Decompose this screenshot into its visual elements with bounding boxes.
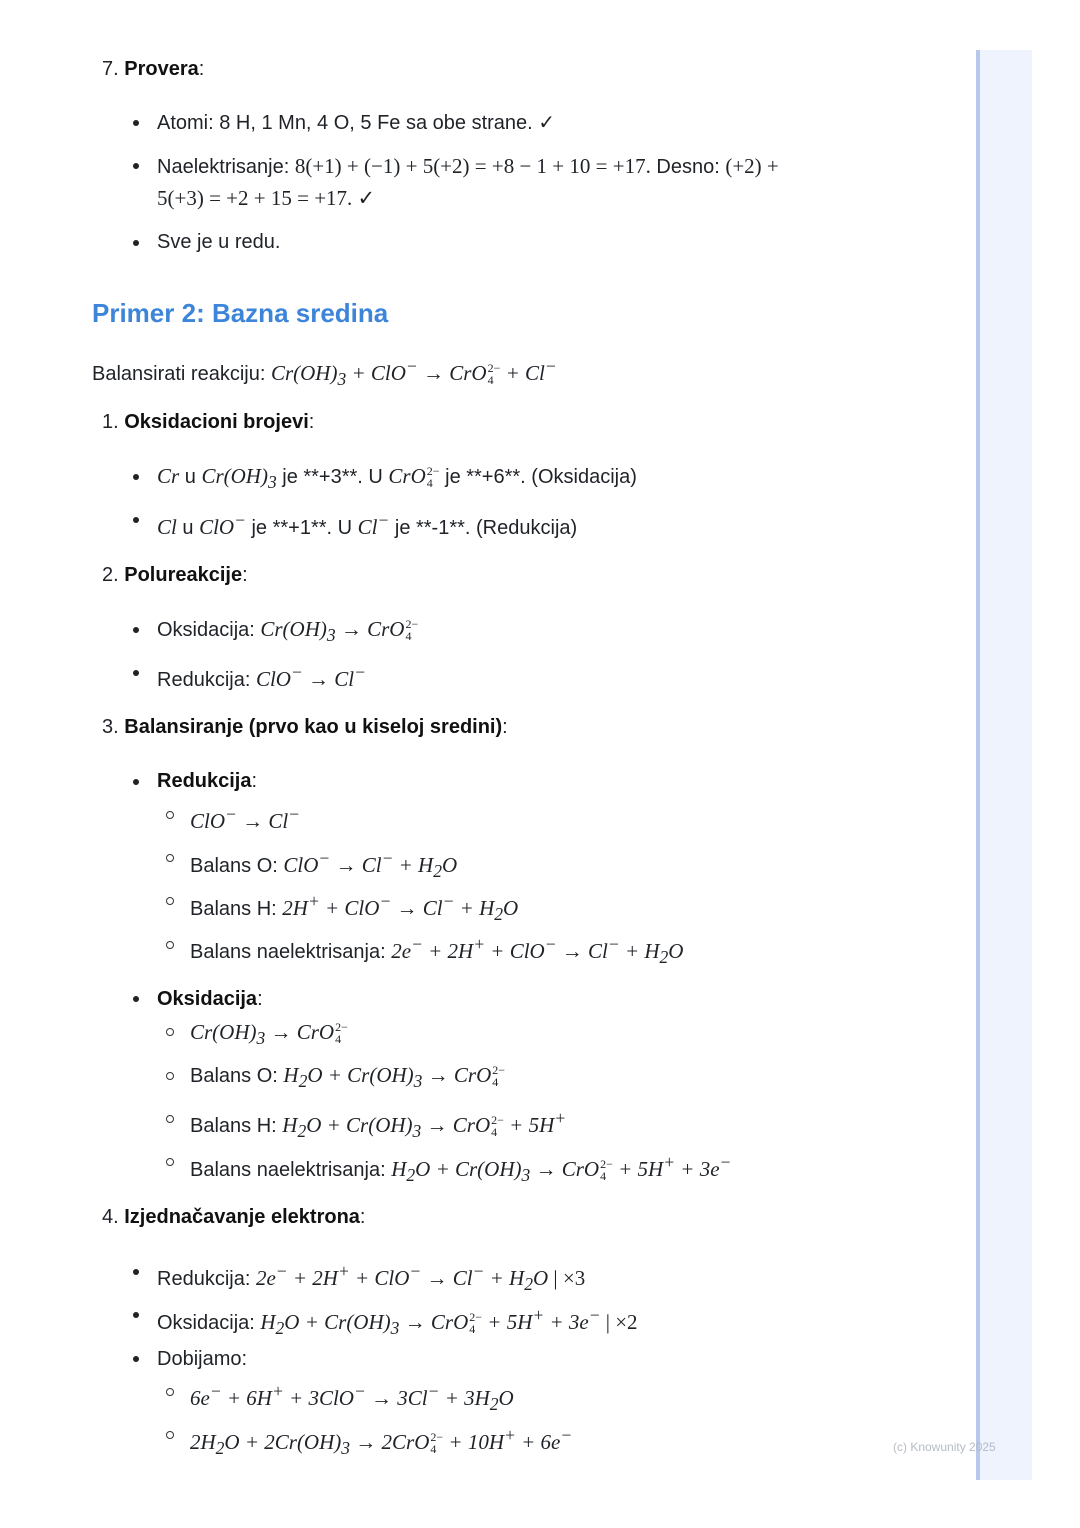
colon: : xyxy=(242,564,248,586)
step-3-heading xyxy=(102,714,508,740)
math-expression: $H_2O + Cr(OH)_3$ → CrO 2− 4 + 5H+ xyxy=(282,1108,567,1142)
step-title: Provera xyxy=(124,58,199,80)
item-label: Balans O: xyxy=(190,855,284,877)
bullet xyxy=(133,517,139,523)
math-expression: Cl− xyxy=(357,510,390,539)
bullet xyxy=(133,1312,139,1318)
sub-list-item xyxy=(190,1149,731,1188)
item-text: je **-1**. (Redukcija) xyxy=(389,517,578,539)
math-expression: $2H_2O + 2Cr(OH)_3 \to 2CrO$ 2− 4 + 10H+ + 6e− xyxy=(190,1425,573,1459)
sub-bullet xyxy=(166,1072,174,1080)
intro-text: Balansirati reakciju: xyxy=(92,363,271,385)
sub-list-item xyxy=(190,931,683,970)
math-expression: $H_2O + Cr(OH)_3$ → CrO 2− 4 + 5H+ + 3e− xyxy=(260,1305,601,1339)
item-text: je **+6**. (Oksidacija) xyxy=(439,466,637,488)
list-item: Redukcija: xyxy=(157,770,258,792)
bullet xyxy=(133,779,139,785)
list-item-continuation: 5(+3) = +2 + 15 = +17. ✓ xyxy=(157,186,376,210)
bullet xyxy=(133,163,139,169)
math-expression: $2e^- + 2H^+ + ClO^- \to Cl^- + H_2O$ xyxy=(391,934,684,968)
sub-bullet xyxy=(166,941,174,949)
bullet xyxy=(133,627,139,633)
item-label: Oksidacija: xyxy=(157,619,261,641)
step-7-heading xyxy=(102,56,204,82)
math-expression: Cl xyxy=(157,515,177,539)
list-item: Atomi: 8 H, 1 Mn, 4 O, 5 Fe sa obe strane. ✓ xyxy=(157,112,556,134)
step-title: Izjednačavanje elektrona xyxy=(124,1206,360,1228)
bullet xyxy=(133,240,139,246)
math-expression: $Cr(OH)_3$ → CrO 2− 4 xyxy=(260,617,419,646)
item-text: u xyxy=(179,466,202,488)
math-expression: 8(+1) + (−1) + 5(+2) = +8 − 1 + 10 = +17. xyxy=(294,154,651,178)
list-item: Dobijamo: xyxy=(157,1348,248,1370)
math-expression: ClO− → Cl− xyxy=(190,804,300,833)
colon: : xyxy=(198,58,205,80)
math-expression: Cr xyxy=(157,464,180,488)
watermark: (c) Knowunity 2025 xyxy=(893,1440,996,1454)
math-expression: ClO− → Cl− xyxy=(255,662,366,691)
math-expression: $H_2O + Cr(OH)_3$ → CrO 2− 4 xyxy=(283,1063,506,1092)
step-number: 2. xyxy=(102,564,119,586)
list-item xyxy=(157,507,577,541)
bullet xyxy=(133,996,139,1002)
bullet xyxy=(133,120,139,126)
sub-list-item xyxy=(190,1019,348,1051)
list-item xyxy=(157,1302,638,1341)
colon: : xyxy=(308,411,315,433)
step-number: 4. xyxy=(102,1206,119,1228)
math-expression: $6e^- + 6H^+ + 3ClO^- \to 3Cl^- + 3H_2O$ xyxy=(190,1381,514,1415)
step-2-heading xyxy=(102,562,248,588)
step-number: 7. xyxy=(102,58,119,80)
item-text: Desno: xyxy=(650,156,726,178)
item-label: Balans O: xyxy=(190,1065,284,1087)
item-label: Balans H: xyxy=(190,1115,283,1137)
item-label: Balans naelektrisanja: xyxy=(190,1159,392,1181)
item-text: je **+1**. U xyxy=(245,517,358,539)
item-text: u xyxy=(176,517,200,539)
section-heading: Primer 2: Bazna sredina xyxy=(92,298,389,328)
list-item xyxy=(157,463,637,495)
step-number: 3. xyxy=(102,716,119,738)
sub-bullet xyxy=(166,1028,174,1036)
multiplier: | ×3 xyxy=(548,1266,586,1290)
math-expression: $2H^+ + ClO^- \to Cl^- + H_2O$ xyxy=(282,891,519,925)
intro-line xyxy=(92,353,557,392)
bullet xyxy=(133,474,139,480)
math-expression: (+2) + xyxy=(725,154,779,178)
item-label: Redukcija: xyxy=(157,669,256,691)
step-title: Balansiranje (prvo kao u kiseloj sredini) xyxy=(124,716,503,738)
list-item xyxy=(157,153,779,180)
math-expression: $ClO^- \to Cl^- + H_2O$ xyxy=(283,848,458,882)
math-expression: $H_2O + Cr(OH)_3$ → CrO 2− 4 + 5H+ + 3e− xyxy=(391,1152,732,1186)
sub-bullet xyxy=(166,811,174,819)
sub-list-item xyxy=(190,801,300,835)
sub-list-item xyxy=(190,845,457,884)
multiplier: | ×2 xyxy=(600,1310,638,1334)
item-label: Balans H: xyxy=(190,898,283,920)
math-expression: $Cr(OH)_3$ → CrO 2− 4 xyxy=(190,1020,348,1049)
bullet xyxy=(133,1356,139,1362)
step-title: Polureakcije xyxy=(124,564,243,586)
right-margin-panel xyxy=(976,50,1032,1480)
sub-bullet xyxy=(166,854,174,862)
list-item: Sve je u redu. xyxy=(157,231,281,253)
step-4-heading xyxy=(102,1204,365,1230)
sub-bullet xyxy=(166,1431,174,1439)
item-label: Redukcija: xyxy=(157,1268,256,1290)
item-label: Oksidacija: xyxy=(157,1312,261,1334)
item-label: Naelektrisanje: xyxy=(157,156,295,178)
colon: : xyxy=(502,716,508,738)
math-expression: $Cr(OH)_3$ xyxy=(201,464,277,493)
reaction-equation: $Cr(OH)_3 + ClO^-$ → CrO 2− 4 + Cl− xyxy=(270,356,557,390)
sub-bullet xyxy=(166,897,174,905)
list-item: Oksidacija: xyxy=(157,988,263,1010)
sub-list-item xyxy=(190,1422,572,1461)
list-item xyxy=(157,1258,585,1297)
item-title: Redukcija xyxy=(157,770,252,792)
step-1-heading xyxy=(102,409,314,435)
sub-bullet xyxy=(166,1115,174,1123)
sub-bullet xyxy=(166,1388,174,1396)
step-title: Oksidacioni brojevi xyxy=(124,411,309,433)
colon: : xyxy=(359,1206,366,1228)
sub-list-item xyxy=(190,1105,566,1144)
item-title: Oksidacija xyxy=(157,988,258,1010)
sub-list-item xyxy=(190,1378,514,1417)
sub-list-item xyxy=(190,1062,505,1094)
bullet xyxy=(133,670,139,676)
item-label: Balans naelektrisanja: xyxy=(190,941,392,963)
sub-bullet xyxy=(166,1158,174,1166)
step-number: 1. xyxy=(102,411,119,433)
bullet xyxy=(133,1269,139,1275)
list-item xyxy=(157,659,366,693)
math-expression: ClO− xyxy=(199,510,246,539)
math-expression: CrO 2− 4 xyxy=(388,464,440,490)
sub-list-item xyxy=(190,888,518,927)
math-expression: $2e^- + 2H^+ + ClO^- \to Cl^- + H_2O$ xyxy=(255,1261,549,1295)
list-item xyxy=(157,616,418,648)
item-text: je **+3**. U xyxy=(276,466,389,488)
